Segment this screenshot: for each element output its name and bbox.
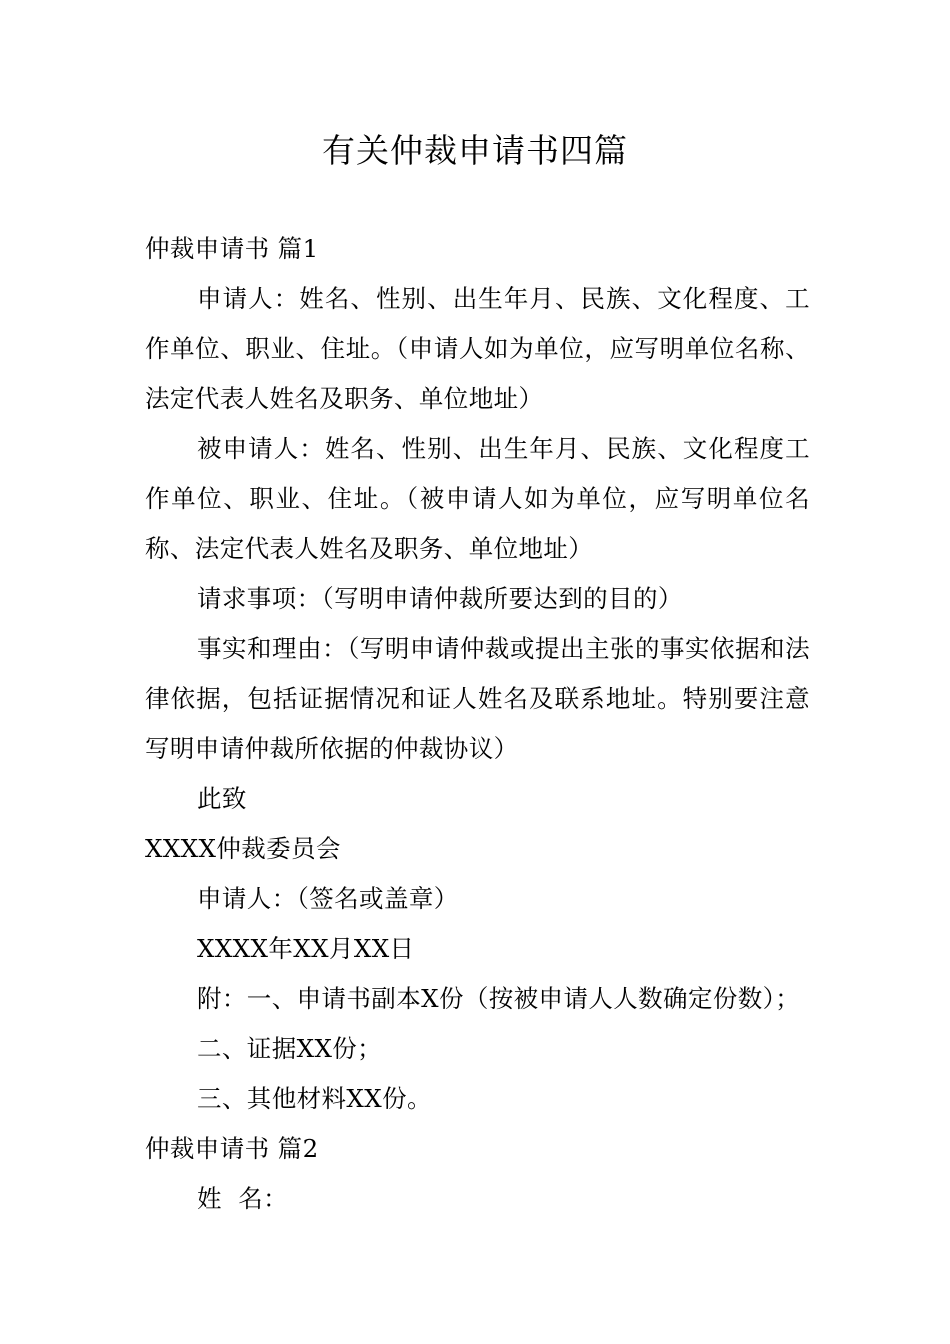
paragraph-name-field: 姓 名： <box>197 1184 289 1213</box>
document-title: 有关仲裁申请书四篇 <box>322 131 628 170</box>
paragraph-facts-reasons: 事实和理由：（写明申请仲裁或提出主张的事实依据和法律依据，包括证据情况和证人姓名及联系地址。特别要注意写明申请仲裁所依据的仲裁协议） <box>145 634 810 763</box>
paragraph-claims: 请求事项：（写明申请仲裁所要达到的目的） <box>197 584 683 613</box>
paragraph-salutation: 此致 <box>197 784 247 813</box>
paragraph-signature: 申请人：（签名或盖章） <box>197 884 459 913</box>
paragraph-attachment-2: 二、证据XX份； <box>197 1034 383 1063</box>
paragraph-attachment-1: 附：一、申请书副本X份（按被申请人人数确定份数）； <box>197 984 801 1013</box>
paragraph-recipient: XXXX仲裁委员会 <box>145 834 341 863</box>
paragraph-respondent: 被申请人：姓名、性别、出生年月、民族、文化程度工作单位、职业、住址。（被申请人如为单位，应写明单位名称、法定代表人姓名及职务、单位地址） <box>145 434 810 563</box>
paragraph-applicant: 申请人：姓名、性别、出生年月、民族、文化程度、工作单位、职业、住址。（申请人如为单位，应写明单位名称、法定代表人姓名及职务、单位地址） <box>145 284 810 413</box>
paragraph-attachment-3: 三、其他材料XX份。 <box>197 1084 432 1113</box>
section-heading-2: 仲裁申请书 篇2 <box>145 1134 319 1163</box>
section-heading-1: 仲裁申请书 篇1 <box>145 234 319 263</box>
document-body <box>145 224 810 1224</box>
paragraph-date: XXXX年XX月XX日 <box>197 934 415 963</box>
